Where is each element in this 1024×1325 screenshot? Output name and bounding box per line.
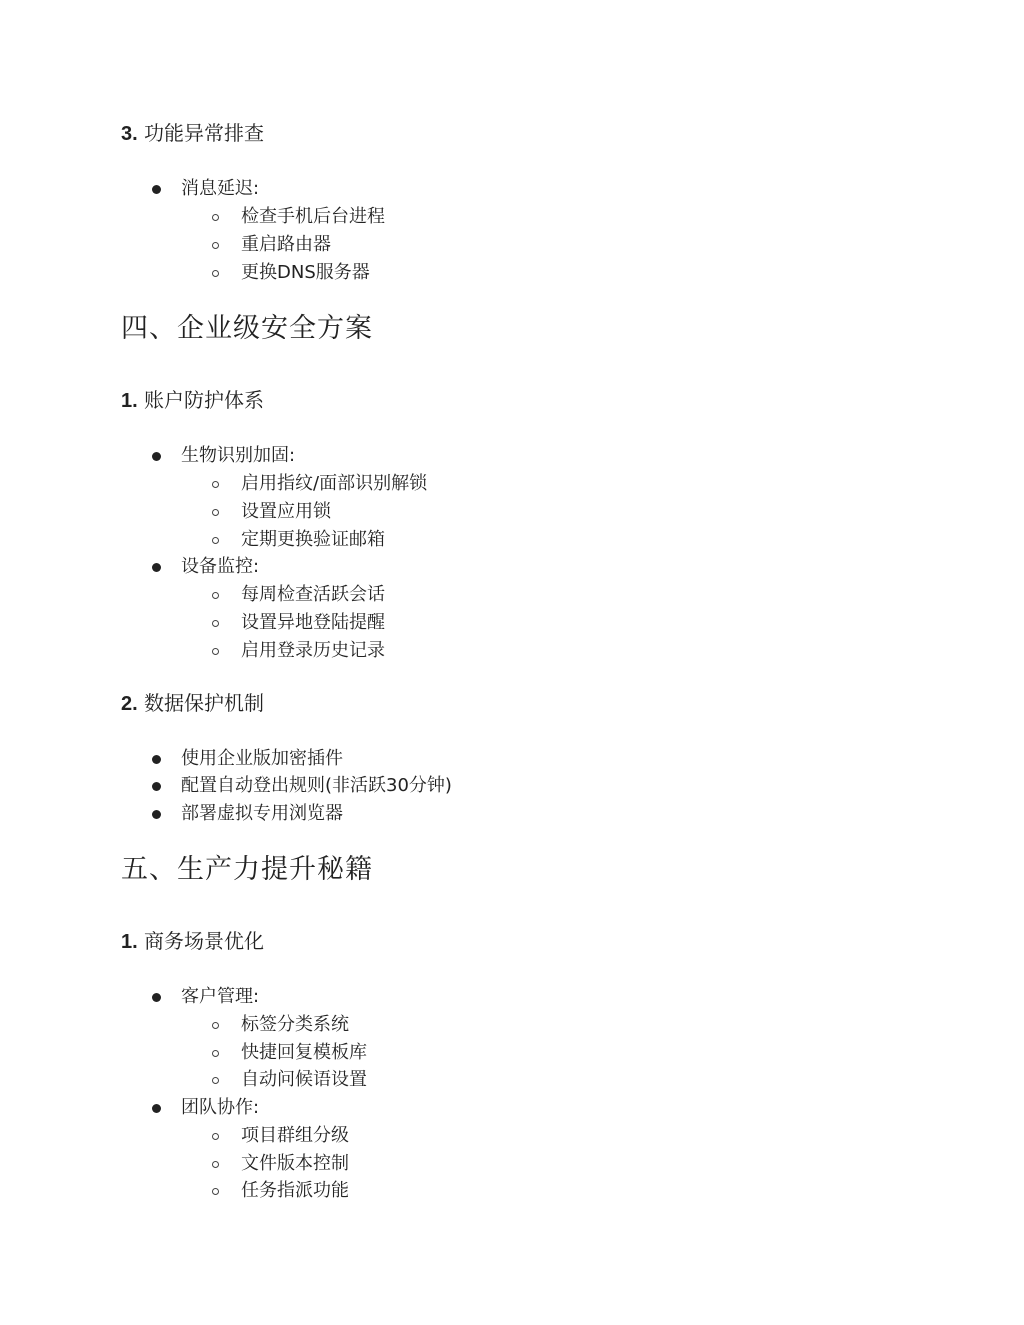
bullet-icon [152, 810, 161, 819]
circle-bullet-icon [212, 1161, 219, 1168]
circle-bullet-icon [212, 1050, 219, 1057]
sub-list-item: 定期更换验证邮箱 [241, 529, 385, 550]
list-item: 使用企业版加密插件 [181, 748, 343, 769]
circle-bullet-icon [212, 537, 219, 544]
chapter-heading-security: 四、企业级安全方案 [121, 313, 373, 344]
heading-number: 3. [121, 123, 138, 145]
heading-number: 1. [121, 931, 138, 953]
circle-bullet-icon [212, 648, 219, 655]
circle-bullet-icon [212, 214, 219, 221]
circle-bullet-icon [212, 1077, 219, 1084]
circle-bullet-icon [212, 270, 219, 277]
list-item-label: 消息延迟: [181, 178, 260, 199]
list-item-label: 团队协作: [181, 1097, 260, 1118]
section-heading-troubleshoot [121, 120, 264, 147]
circle-bullet-icon [212, 1022, 219, 1029]
sub-list-item: 文件版本控制 [241, 1153, 349, 1174]
bullet-icon [152, 185, 161, 194]
circle-bullet-icon [212, 1133, 219, 1140]
circle-bullet-icon [212, 509, 219, 516]
sub-list-item: 设置异地登陆提醒 [241, 612, 385, 633]
section-heading-business-optimization [121, 928, 264, 955]
sub-list-item: 项目群组分级 [241, 1125, 349, 1146]
sub-list-item: 标签分类系统 [241, 1014, 349, 1035]
bullet-icon [152, 1104, 161, 1113]
sub-list-item: 快捷回复模板库 [241, 1042, 367, 1063]
list-item-label: 客户管理: [181, 986, 260, 1007]
bullet-icon [152, 563, 161, 572]
bullet-icon [152, 993, 161, 1002]
bullet-icon [152, 452, 161, 461]
sub-list-item: 启用指纹/面部识别解锁 [241, 473, 428, 494]
circle-bullet-icon [212, 592, 219, 599]
sub-list-item: 检查手机后台进程 [241, 206, 385, 227]
circle-bullet-icon [212, 620, 219, 627]
section-heading-account-protection [121, 387, 264, 414]
circle-bullet-icon [212, 242, 219, 249]
bullet-icon [152, 782, 161, 791]
list-item: 部署虚拟专用浏览器 [181, 803, 343, 824]
heading-number: 1. [121, 390, 138, 412]
list-item: 配置自动登出规则(非活跃30分钟) [181, 775, 452, 796]
heading-text: 账户防护体系 [137, 388, 265, 412]
heading-text: 数据保护机制 [137, 691, 265, 715]
heading-text: 功能异常排查 [137, 121, 265, 145]
circle-bullet-icon [212, 481, 219, 488]
chapter-heading-productivity: 五、生产力提升秘籍 [121, 854, 373, 885]
heading-text: 商务场景优化 [137, 929, 265, 953]
sub-list-item: 任务指派功能 [241, 1180, 349, 1201]
circle-bullet-icon [212, 1188, 219, 1195]
list-item-label: 生物识别加固: [181, 445, 296, 466]
sub-list-item: 重启路由器 [241, 234, 331, 255]
bullet-icon [152, 755, 161, 764]
section-heading-data-protection [121, 690, 264, 717]
list-item-label: 设备监控: [181, 556, 260, 577]
sub-list-item: 启用登录历史记录 [241, 640, 385, 661]
sub-list-item: 自动问候语设置 [241, 1069, 367, 1090]
heading-number: 2. [121, 693, 138, 715]
sub-list-item: 设置应用锁 [241, 501, 331, 522]
sub-list-item: 每周检查活跃会话 [241, 584, 385, 605]
sub-list-item: 更换DNS服务器 [241, 262, 370, 283]
